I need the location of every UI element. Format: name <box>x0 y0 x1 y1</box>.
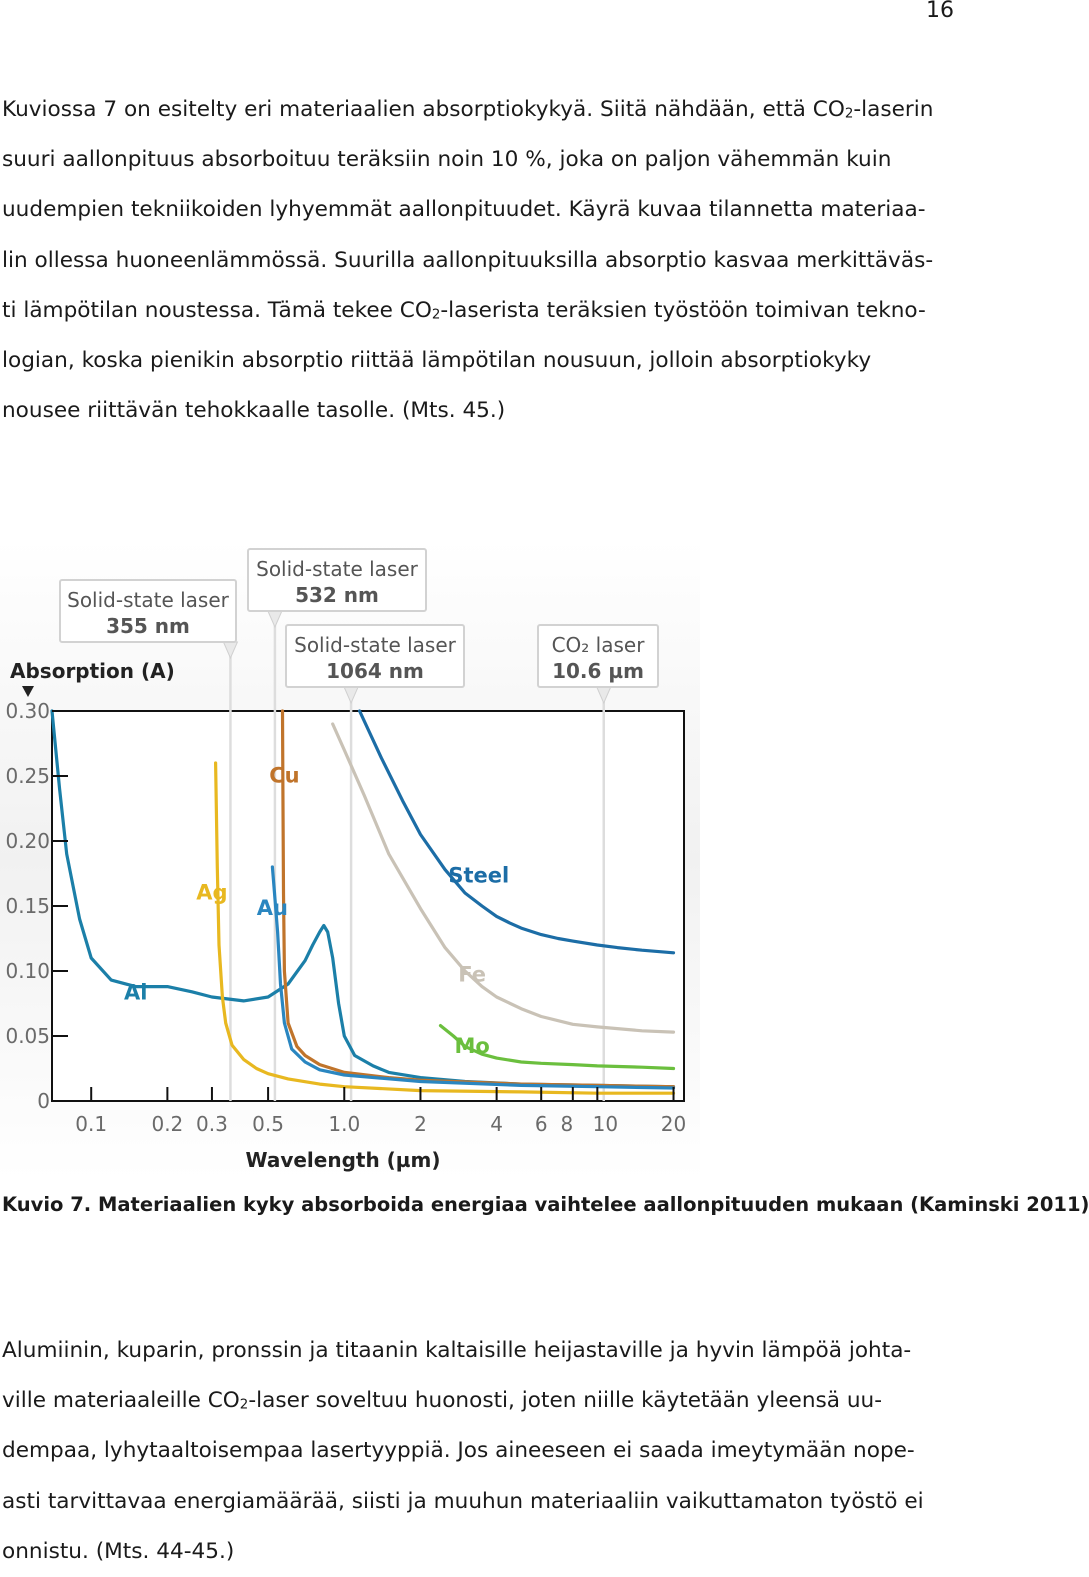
text-line: logian, koska pienikin absorptio riittää lämpötilan nousuun, jolloin absorptiokyky <box>2 348 872 374</box>
x-tick-label: 4 <box>490 1112 504 1136</box>
page-number: 16 <box>926 0 954 23</box>
plot-frame <box>52 711 684 1101</box>
text-line: Kuviossa 7 on esitelty eri materiaalien absorptiokykyä. Siitä nähdään, että $CO_2$-laserin <box>2 97 934 122</box>
figure-caption: Kuvio 7. Materiaalien kyky absorboida energiaa vaihtelee aallonpituuden mukaan (Kaminski 2011) <box>2 1193 1089 1216</box>
series-label-fe: Fe <box>458 962 486 987</box>
text-line: asti tarvittavaa energiamäärää, siisti ja muuhun materiaaliin vaikuttamaton työstö ei <box>2 1488 924 1514</box>
series-label-au: Au <box>256 896 289 921</box>
y-tick-label: 0.05 <box>5 1024 50 1048</box>
y-tick-label: 0.25 <box>5 764 50 788</box>
y-tick-label: 0.15 <box>5 894 50 918</box>
x-tick-label: 0.5 <box>252 1112 284 1136</box>
y-tick-label: 0 <box>37 1089 50 1113</box>
x-tick-label: 0.1 <box>75 1112 108 1136</box>
y-tick-label: 0.10 <box>5 959 50 983</box>
text-line: uudempien tekniikoiden lyhyemmät aallonpituudet. Käyrä kuvaa tilannetta materiaa- <box>2 197 926 223</box>
body-paragraph-1 <box>2 85 957 436</box>
text-line: Alumiinin, kuparin, pronssin ja titaanin kaltaisille heijastaville ja hyvin lämpöä johta- <box>2 1338 912 1363</box>
laser-callout-name: Solid-state laser <box>294 633 456 657</box>
x-tick-label: 10 <box>592 1112 619 1136</box>
text-line: ti lämpötilan noustessa. Tämä tekee $CO_2$-laserista teräksien työstöön toimivan tekno- <box>2 297 926 323</box>
text-line: onnistu. (Mts. 44-45.) <box>2 1538 235 1564</box>
y-axis-label: Absorption (A) <box>10 659 175 683</box>
absorption-chart <box>0 540 700 1180</box>
body-paragraph-2 <box>2 1326 957 1577</box>
y-tick-label: 0.20 <box>5 829 50 853</box>
x-tick-label: 1.0 <box>328 1112 361 1136</box>
laser-callout-name: Solid-state laser <box>256 557 418 581</box>
text-line: suuri aallonpituus absorboituu teräksiin noin 10 %, joka on paljon vähemmän kuin <box>2 147 892 173</box>
x-tick-label: 8 <box>560 1112 574 1136</box>
x-axis-label: Wavelength (µm) <box>245 1148 441 1172</box>
x-tick-label: 20 <box>660 1112 687 1136</box>
y-tick-label: 0.30 <box>5 699 50 723</box>
x-tick-label: 2 <box>414 1112 427 1136</box>
absorption-chart-figure <box>0 540 700 1180</box>
x-tick-label: 6 <box>534 1112 548 1136</box>
laser-callout-wavelength: 532 nm <box>295 583 379 607</box>
text-line: ville materiaaleille $CO_2$-laser soveltuu huonosti, joten niille käytetään yleensä uu- <box>2 1388 883 1414</box>
series-label-steel: Steel <box>448 863 510 888</box>
text-line: lin ollessa huoneenlämmössä. Suurilla aallonpituuksilla absorptio kasvaa merkittäväs- <box>2 247 934 273</box>
series-label-ag: Ag <box>196 880 228 905</box>
x-tick-label: 0.3 <box>196 1112 228 1136</box>
series-label-al: Al <box>124 980 148 1005</box>
text-line: dempaa, lyhytaaltoisempaa lasertyyppiä. Jos aineeseen ei saada imeytymään nope- <box>2 1438 915 1464</box>
series-label-cu: Cu <box>269 763 300 788</box>
laser-callout-name: Solid-state laser <box>67 588 229 612</box>
laser-callout-wavelength: 355 nm <box>106 614 190 638</box>
x-tick-label: 0.2 <box>151 1112 184 1136</box>
laser-callout-wavelength: 1064 nm <box>326 659 424 683</box>
text-line: nousee riittävän tehokkaalle tasolle. (Mts. 45.) <box>2 398 506 424</box>
series-label-mo: Mo <box>454 1033 490 1058</box>
laser-callout-name: CO₂ laser <box>551 633 645 657</box>
laser-callout-wavelength: 10.6 µm <box>552 659 644 683</box>
